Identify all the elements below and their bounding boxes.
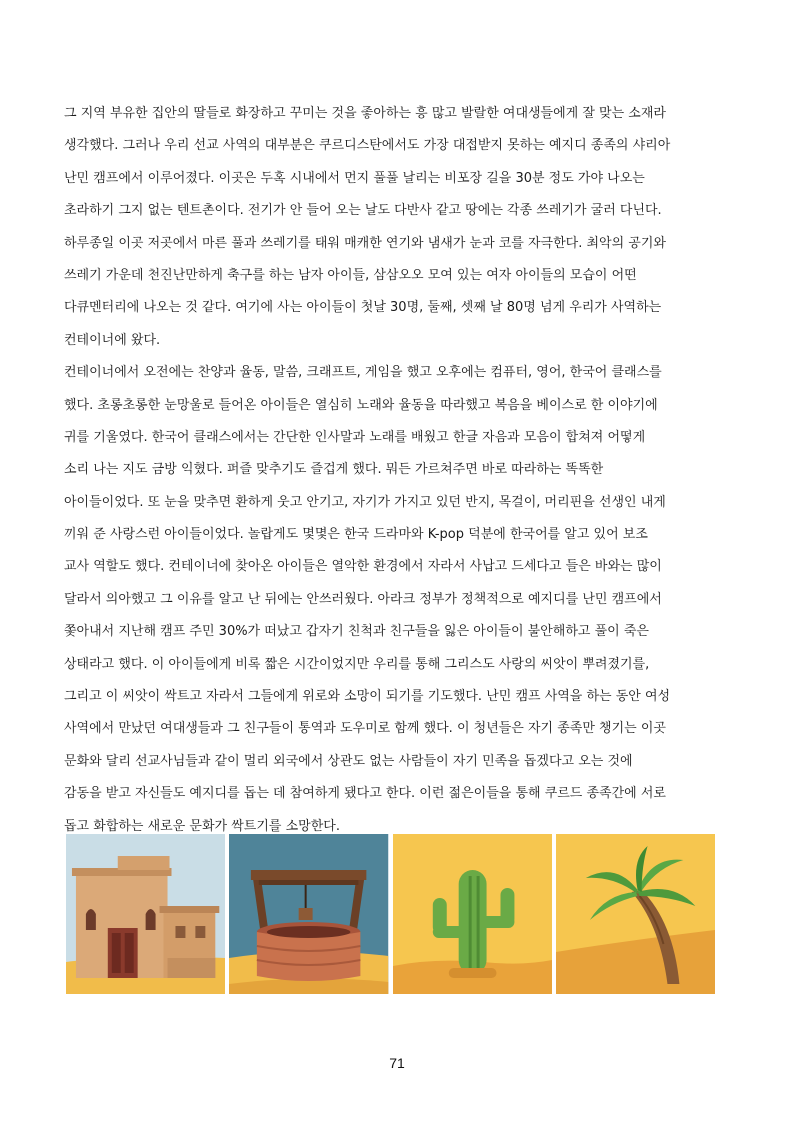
text-line: 사역에서 만났던 여대생들과 그 친구들이 통역과 도우미로 함께 했다. 이 청년들은 자기 종족만 챙기는 이곳 (64, 721, 666, 737)
text-line: 감동을 받고 자신들도 예지디를 돕는 데 참여하게 됐다고 한다. 이런 젊은이들을 통해 쿠르드 종족간에 서로 (64, 786, 666, 802)
text-line: 그 지역 부유한 집안의 딸들로 화장하고 꾸미는 것을 좋아하는 흥 많고 발랄한 여대생들에게 잘 맞는 소재라 (64, 106, 666, 121)
palm-tree-panel (556, 834, 715, 994)
text-line: 귀를 기울였다. 한국어 클래스에서는 간단한 인사말과 노래를 배웠고 한글 자음과 모음이 합쳐져 어떻게 (64, 429, 646, 445)
stone-well-panel (229, 834, 388, 994)
text-line: 하루종일 이곳 저곳에서 마른 풀과 쓰레기를 태워 매캐한 연기와 냄새가 눈과 코를 자극한다. 최악의 공기와 (64, 235, 666, 251)
text-line: 끼워 준 사랑스런 아이들이었다. 놀랍게도 몇몇은 한국 드라마와 K-pop 덕분에 한국어를 알고 있어 보조 (64, 527, 648, 543)
stone-well-icon (229, 834, 388, 994)
text-line: 교사 역할도 했다. 컨테이너에 찾아온 아이들은 열악한 환경에서 자라서 사납고 드세다고 들은 바와는 많이 (64, 559, 662, 575)
illustration-strip (66, 834, 715, 994)
text-line: 아이들이었다. 또 눈을 맞추면 환하게 웃고 안기고, 자기가 가지고 있던 반지, 목걸이, 머리핀을 선생인 내게 (64, 494, 666, 510)
cactus-icon (393, 834, 552, 994)
text-line: 그리고 이 씨앗이 싹트고 자라서 그들에게 위로와 소망이 되기를 기도했다. 난민 캠프 사역을 하는 동안 여성 (64, 689, 671, 705)
text-line: 소리 나는 지도 금방 익혔다. 퍼즐 맞추기도 즐겁게 했다. 뭐든 가르쳐주면 바로 따라하는 똑똑한 (64, 462, 604, 478)
text-line: 난민 캠프에서 이루어졌다. 이곳은 두혹 시내에서 먼지 풀풀 날리는 비포장 길을 30분 정도 가야 나오는 (64, 170, 645, 186)
cactus-panel (393, 834, 552, 994)
text-line: 상태라고 했다. 이 아이들에게 비록 짧은 시간이었지만 우리를 통해 그리스도 사랑의 씨앗이 뿌려졌기를, (64, 656, 650, 672)
text-line: 돕고 화합하는 새로운 문화가 싹트기를 소망한다. (64, 818, 340, 834)
palm-tree-icon (556, 834, 715, 994)
text-line: 달라서 의아했고 그 이유를 알고 난 뒤에는 안쓰러웠다. 아라크 정부가 정책적으로 예지디를 난민 캠프에서 (64, 591, 662, 607)
text-line: 쫓아내서 지난해 캠프 주민 30%가 떠났고 갑자기 친척과 친구들을 잃은 아이들이 불안해하고 풀이 죽은 (64, 624, 649, 640)
text-line: 컨테이너에 왔다. (64, 332, 161, 348)
text-line: 초라하기 그지 없는 텐트촌이다. 전기가 안 들어 오는 날도 다반사 같고 땅에는 각종 쓰레기가 굴러 다닌다. (64, 203, 662, 219)
text-line: 생각했다. 그러나 우리 선교 사역의 대부분은 쿠르디스탄에서도 가장 대접받지 못하는 예지디 종족의 샤리아 (64, 138, 671, 154)
text-line: 쓰레기 가운데 천진난만하게 축구를 하는 남자 아이들, 삼삼오오 모여 있는 여자 아이들의 모습이 어떤 (64, 267, 637, 283)
adobe-house-icon (66, 834, 225, 994)
text-line: 컨테이너에서 오전에는 찬양과 율동, 말씀, 크래프트, 게임을 했고 오후에는 컴퓨터, 영어, 한국어 클래스를 (64, 365, 662, 381)
text-line: 했다. 초롱초롱한 눈망울로 들어온 아이들은 열심히 노래와 율동을 따라했고 복음을 베이스로 한 이야기에 (64, 397, 658, 413)
text-line: 문화와 달리 선교사님들과 같이 멀리 외국에서 상관도 없는 사람들이 자기 민족을 돕겠다고 오는 것에 (64, 753, 633, 769)
adobe-house-panel (66, 834, 225, 994)
page-number: 71 (389, 1055, 405, 1071)
body-text (64, 98, 730, 843)
text-line: 다큐멘터리에 나오는 것 같다. 여기에 사는 아이들이 첫날 30명, 둘째, 셋째 날 80명 넘게 우리가 사역하는 (64, 300, 662, 316)
